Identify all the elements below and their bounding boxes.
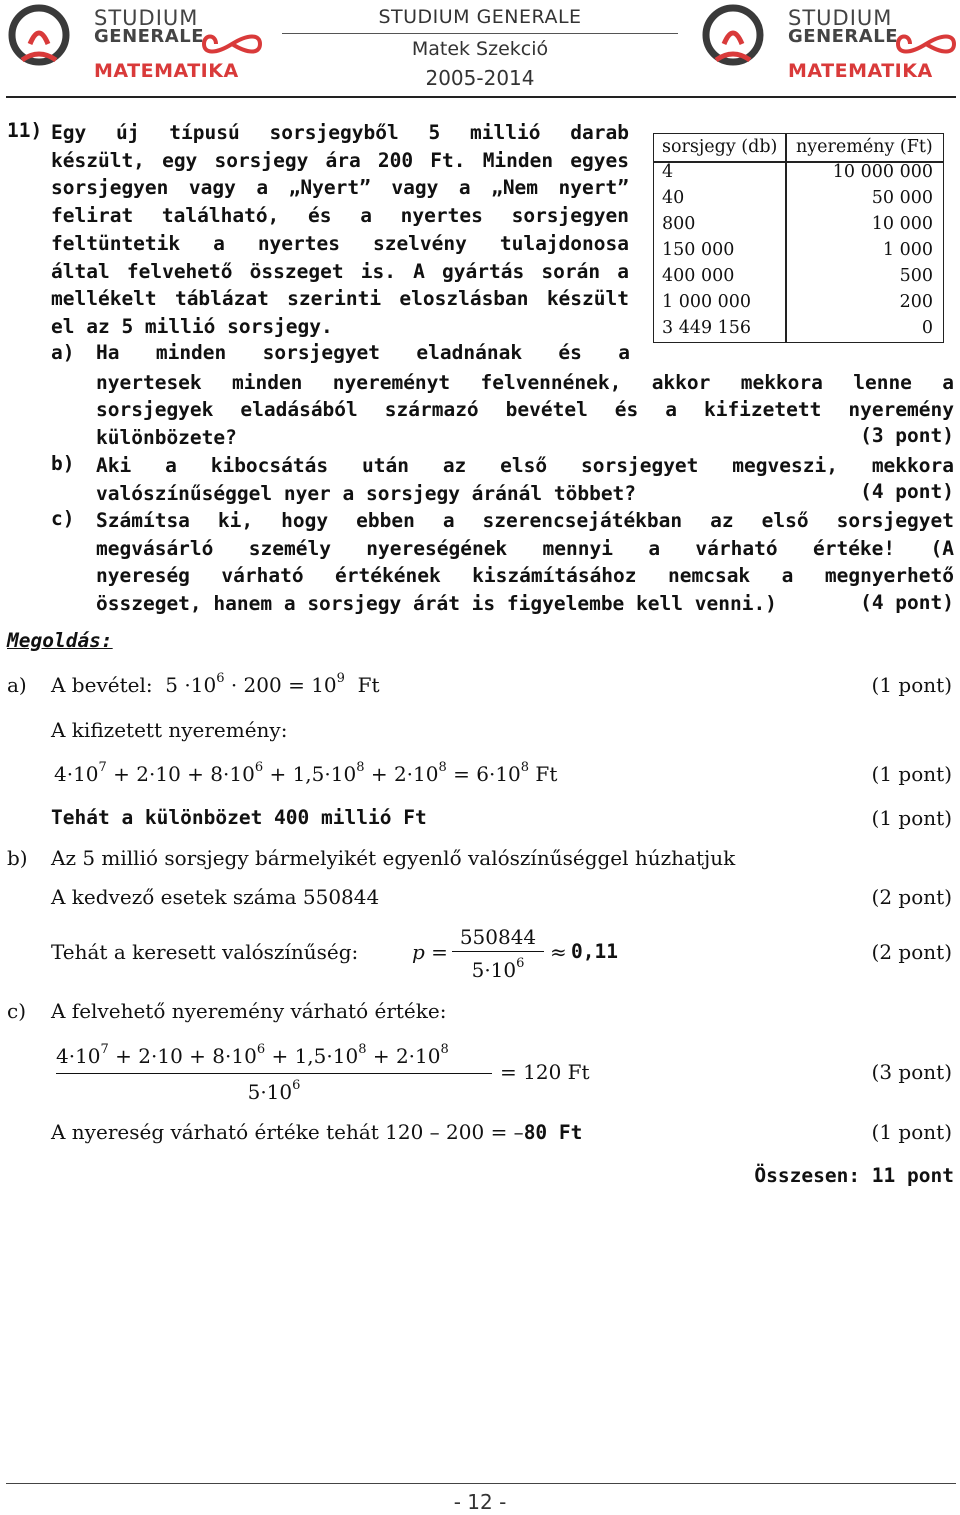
- logo-text-studium: STUDIUM: [788, 6, 893, 30]
- part-a-label: a): [51, 341, 75, 364]
- probability-denominator: $5\cdot 10^6$: [471, 956, 525, 982]
- problem-line: készült, egy sorsjegy ára 200 Ft. Minden egyes: [51, 148, 629, 172]
- problem-line: Egy új típusú sorsjegyből 5 millió darab: [51, 121, 629, 144]
- header-title: STUDIUM GENERALE: [378, 6, 582, 28]
- part-a-points: (3 pont): [860, 424, 954, 447]
- expected-numerator: $4\cdot 10^7 + 2\cdot 10 + 8\cdot 10^6 + 1,5\cdot 10^8 + 2\cdot 10^8$: [56, 1042, 449, 1068]
- problem-line: sorsjegyen vagy a „Nyert” vagy a „Nem nyert”: [51, 176, 629, 200]
- part-a-line: sorsjegyek eladásából származó bevétel és a kifizetett nyeremény: [96, 398, 954, 422]
- table-header-tickets: sorsjegy (db): [662, 137, 778, 157]
- expected-fraction-line: [56, 1073, 492, 1074]
- revenue-text: A bevétel:: [51, 673, 153, 697]
- solution-heading: Megoldás:: [7, 629, 113, 652]
- part-c-points: (4 pont): [860, 591, 954, 614]
- table-cell-tickets: 4: [662, 162, 674, 182]
- solution-a-payout-text: A kifizetett nyeremény:: [51, 718, 288, 742]
- probability-p: p =: [412, 940, 448, 964]
- total-points: Összesen: 11 pont: [754, 1164, 954, 1187]
- part-b-points: (4 pont): [860, 480, 954, 503]
- solution-a-payout-points: (1 pont): [871, 762, 952, 786]
- logo-right: [698, 2, 956, 98]
- table-cell-prize: 50 000: [871, 188, 933, 208]
- expected-gain-value: 80 Ft: [523, 1121, 583, 1144]
- solution-c-line2: [51, 1120, 582, 1144]
- infinity-icon: [200, 30, 264, 58]
- solution-a-payout-formula: $4\cdot 10^7 + 2\cdot 10 + 8\cdot 10^6 + 1,5\cdot 10^8 + 2\cdot 10^8 = 6\cdot 10^8$ Ft: [54, 760, 558, 786]
- part-a-text: [96, 369, 954, 452]
- table-cell-tickets: 3 449 156: [662, 318, 752, 338]
- logo-text-studium: STUDIUM: [94, 6, 199, 30]
- studium-logo-icon: [702, 4, 764, 66]
- part-c-label: c): [51, 507, 75, 530]
- table-cell-tickets: 400 000: [662, 266, 735, 286]
- logo-left: [4, 2, 262, 98]
- solution-b-line1: Az 5 millió sorsjegy bármelyikét egyenlő valószínűséggel húzhatjuk: [51, 846, 736, 870]
- header-divider: [282, 33, 678, 34]
- footer-rule: [6, 1483, 956, 1484]
- solution-a-label: a): [7, 673, 27, 697]
- header-rule: [6, 96, 956, 98]
- probability-result: 0,11: [571, 940, 618, 963]
- page-number: - 12 -: [453, 1490, 507, 1514]
- logo-text-generale: GENERALE: [788, 26, 898, 47]
- solution-c-line2-points: (1 pont): [871, 1120, 952, 1144]
- part-b-line: Aki a kibocsátás után az első sorsjegyet megveszi, mekkora: [96, 454, 954, 477]
- expected-denominator: $5\cdot 10^6$: [247, 1078, 301, 1104]
- part-c-text: [96, 507, 954, 618]
- problem-line: által felvehető összeget is. A gyártás során a: [51, 259, 629, 283]
- solution-b-line3: Tehát a keresett valószínűség:: [51, 940, 359, 964]
- solution-b-line2: A kedvező esetek száma 550844: [51, 885, 380, 909]
- part-a-line: különbözete?: [96, 425, 237, 449]
- table-cell-prize: 1 000: [882, 240, 933, 260]
- distribution-table: [653, 133, 944, 343]
- part-b-label: b): [51, 452, 75, 475]
- part-a-line: nyertesek minden nyereményt felvennének, akkor mekkora lenne a: [96, 370, 954, 394]
- probability-fraction-line: [452, 951, 544, 952]
- solution-a-conclusion: Tehát a különbözet 400 millió Ft: [51, 806, 427, 829]
- table-cell-prize: 500: [899, 266, 933, 286]
- studium-logo-icon: [8, 4, 70, 66]
- infinity-icon: [894, 30, 958, 58]
- table-cell-prize: 10 000: [871, 214, 933, 234]
- problem-number: 11): [7, 119, 43, 142]
- table-cell-tickets: 150 000: [662, 240, 735, 260]
- logo-text-generale: GENERALE: [94, 26, 204, 47]
- problem-text: [51, 119, 629, 341]
- table-cell-prize: 200: [899, 292, 933, 312]
- logo-text-matematika: MATEMATIKA: [788, 60, 933, 82]
- table-cell-prize: 0: [921, 318, 933, 338]
- part-b-line: valószínűséggel nyer a sorsjegy áránál többet?: [96, 481, 637, 505]
- solution-b-line2-points: (2 pont): [871, 885, 952, 909]
- part-b-text: [96, 452, 954, 507]
- problem-line: el az 5 millió sorsjegy.: [51, 314, 333, 338]
- part-c-line: megvásárló személy nyereségének mennyi a várható értéke! (A: [96, 536, 954, 560]
- solution-a-conclusion-points: (1 pont): [871, 806, 952, 830]
- solution-c-points: (3 pont): [871, 1060, 952, 1084]
- part-c-line: nyereség várható értékének kiszámításához nemcsak a megnyerhető: [96, 564, 954, 588]
- solution-b-line3-points: (2 pont): [871, 940, 952, 964]
- problem-line: felirat található, és a nyertes sorsjegyen: [51, 204, 629, 228]
- probability-numerator: 550844: [459, 925, 537, 949]
- solution-b-label: b): [7, 846, 28, 870]
- part-c-line: összeget, hanem a sorsjegy árát is figyelembe kell venni.): [96, 592, 777, 616]
- table-column-divider: [785, 134, 787, 342]
- problem-line: mellékelt táblázat szerinti eloszlásban készült: [51, 287, 629, 311]
- header-subtitle: Matek Szekció: [411, 38, 549, 60]
- part-a-line: Ha minden sorsjegyet eladnának és a: [96, 341, 630, 364]
- solution-a-revenue-points: (1 pont): [871, 673, 952, 697]
- table-cell-tickets: 1 000 000: [662, 292, 752, 312]
- logo-text-matematika: MATEMATIKA: [94, 60, 239, 82]
- problem-line: feltüntetik a nyertes szelvény tulajdonosa: [51, 231, 629, 255]
- solution-a-revenue: [51, 673, 380, 697]
- table-cell-tickets: 800: [662, 214, 696, 234]
- expected-gain-text: A nyereség várható értéke tehát 120 – 200 = –: [51, 1120, 524, 1144]
- solution-c-label: c): [7, 999, 27, 1023]
- table-cell-prize: 10 000 000: [832, 162, 933, 182]
- part-c-line: Számítsa ki, hogy ebben a szerencsejátékban az első sorsjegyet: [96, 509, 954, 532]
- expected-result: = 120 Ft: [500, 1060, 590, 1084]
- solution-c-line1: A felvehető nyeremény várható értéke:: [51, 999, 447, 1023]
- table-header-prize: nyeremény (Ft): [796, 137, 933, 157]
- revenue-formula: $5 \cdot 10^6 \cdot 200 = 10^9$ Ft: [158, 671, 380, 697]
- table-cell-tickets: 40: [662, 188, 685, 208]
- approx-sign: ≈: [550, 940, 567, 964]
- header-years: 2005-2014: [425, 66, 535, 90]
